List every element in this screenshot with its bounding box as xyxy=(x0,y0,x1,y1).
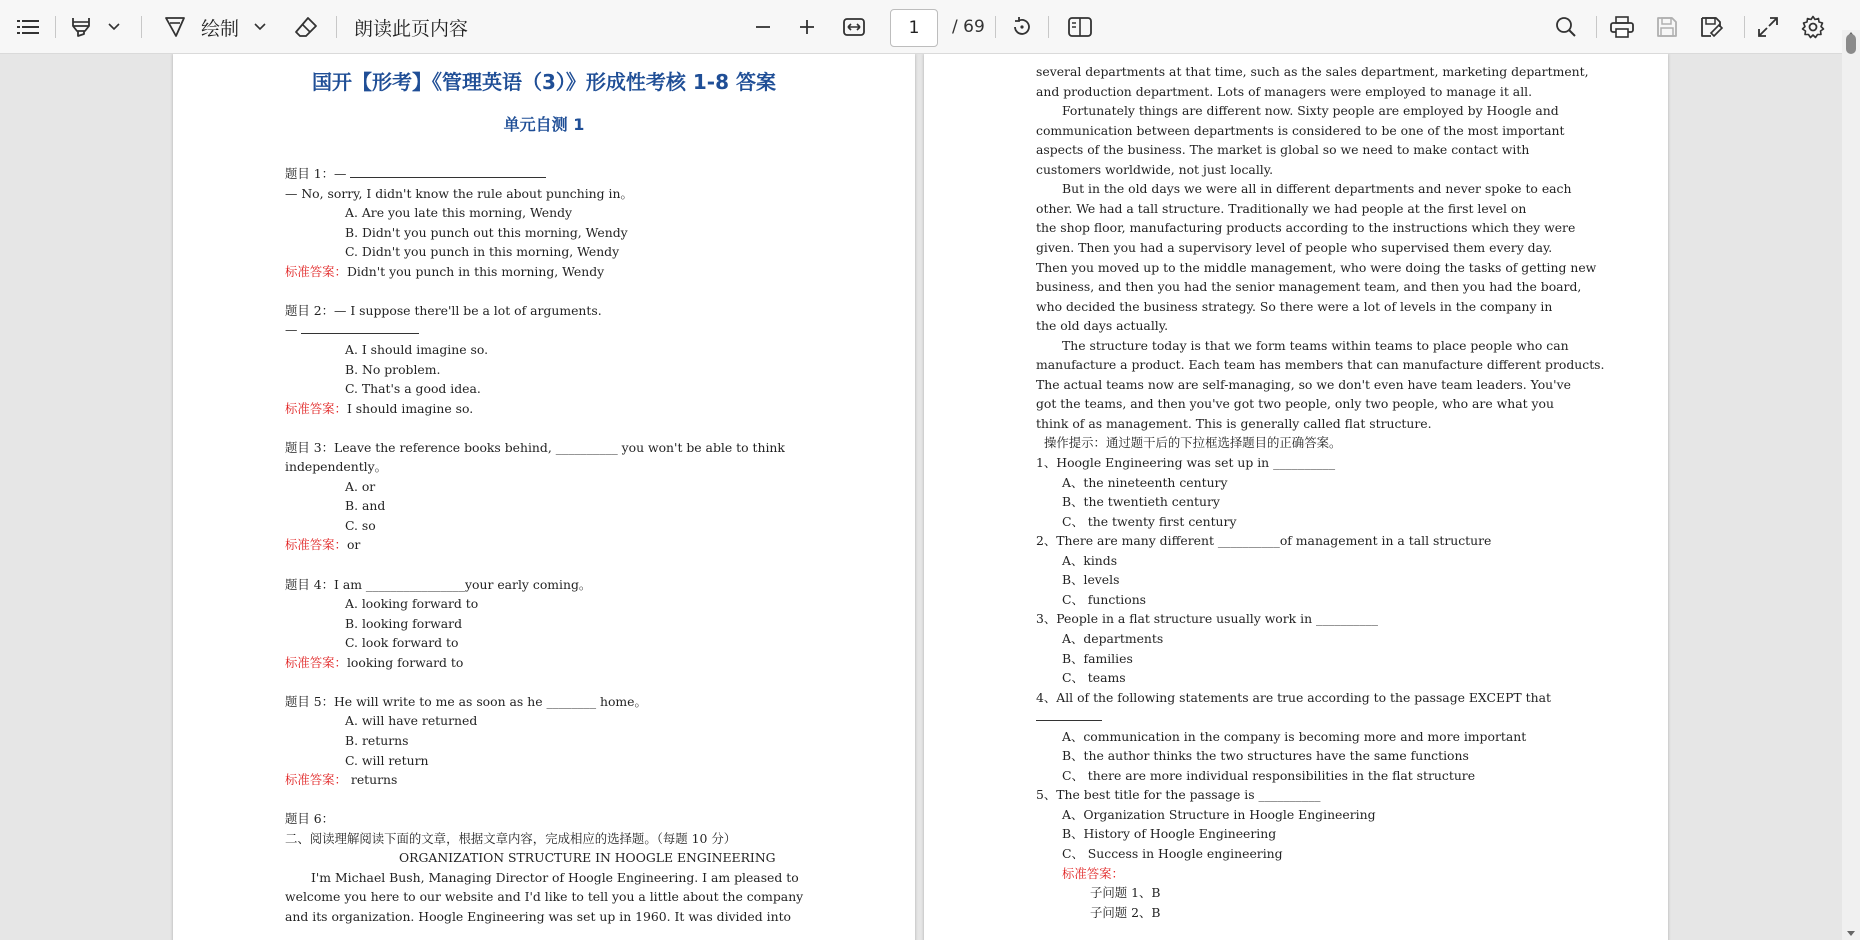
line-text: given. Then you had a supervisory level of people who supervised them every day. xyxy=(1036,239,1553,255)
text-line xyxy=(1036,533,1491,549)
line-text: 1、Hoogle Engineering was set up in __________ xyxy=(1036,455,1336,470)
text-line xyxy=(1036,64,1589,80)
line-text: 操作提示：通过题干后的下拉框选择题目的正确答案。 xyxy=(1044,435,1342,451)
line-text: returns xyxy=(346,772,398,788)
text-line xyxy=(1062,729,1526,745)
text-line xyxy=(345,753,428,769)
line-text: B、History of Hoogle Engineering xyxy=(1062,826,1277,842)
text-line xyxy=(345,205,572,221)
fullscreen-icon[interactable] xyxy=(1752,9,1784,45)
text-line xyxy=(1062,866,1124,882)
pdf-page-2 xyxy=(924,54,1668,940)
text-line xyxy=(1036,123,1564,139)
text-line xyxy=(1062,807,1376,823)
line-text: B. returns xyxy=(345,732,409,748)
text-line xyxy=(1036,455,1335,471)
line-text: 4、All of the following statements are true according to the passage EXCEPT that xyxy=(1036,689,1551,705)
line-text: B、the author thinks the two structures have the same functions xyxy=(1062,748,1469,764)
text-line xyxy=(285,440,785,456)
line-text: B. and xyxy=(345,498,386,514)
text-line xyxy=(1036,220,1575,236)
line-text: customers worldwide, not just locally. xyxy=(1036,161,1274,177)
line-text: A、Organization Structure in Hoogle Engineering xyxy=(1062,806,1376,822)
text-line xyxy=(1062,631,1163,647)
toolbar-divider xyxy=(336,16,337,38)
line-text: B. looking forward xyxy=(345,615,463,631)
line-text: 题目 1：— xyxy=(285,166,351,181)
line-text: A. I should imagine so. xyxy=(345,341,489,357)
search-icon[interactable] xyxy=(1550,9,1582,45)
vertical-scrollbar[interactable] xyxy=(1842,30,1860,940)
line-text: A、departments xyxy=(1062,630,1164,646)
text-line xyxy=(345,225,628,241)
line-text: the shop floor, manufacturing products according to the instructions which they were xyxy=(1036,220,1576,236)
line-text: C. will return xyxy=(345,752,429,768)
line-text: 2、There are many different __________of management in a tall structure xyxy=(1036,533,1492,549)
text-line xyxy=(285,909,791,925)
save-icon[interactable] xyxy=(1651,9,1683,45)
document-viewer[interactable] xyxy=(0,54,1842,940)
chevron-down-icon[interactable] xyxy=(250,9,270,45)
line-text: got the teams, and then you've got two people, only two people, who are what you xyxy=(1036,396,1554,412)
line-text: 题目 6： xyxy=(285,811,334,827)
answer-blank xyxy=(1036,709,1102,721)
text-line xyxy=(345,381,481,397)
line-text: 题目 4：I am ________________your early coming。 xyxy=(285,576,592,592)
text-line xyxy=(1062,826,1276,842)
text-line xyxy=(285,186,633,202)
text-line xyxy=(1090,905,1161,921)
read-aloud-button[interactable]: 朗读此页内容 xyxy=(354,17,469,40)
text-line xyxy=(1062,338,1569,354)
line-text: 3、People in a flat structure usually work in __________ xyxy=(1036,611,1378,627)
line-text: manufacture a product. Each team has members that can manufacture different products. xyxy=(1036,357,1605,373)
text-line xyxy=(1062,103,1559,119)
text-line xyxy=(1036,162,1273,178)
line-text: 子问题 2、B xyxy=(1090,904,1161,920)
text-line xyxy=(1036,611,1378,627)
line-text: ORGANIZATION STRUCTURE IN HOOGLE ENGINEERING xyxy=(399,850,776,866)
line-text: A、the nineteenth century xyxy=(1062,474,1228,490)
text-line xyxy=(1036,240,1552,256)
text-line xyxy=(1036,142,1529,158)
text-line xyxy=(1036,690,1551,706)
pdf-page-1 xyxy=(173,54,915,940)
line-text: who decided the business strategy. So there were a lot of levels in the company in xyxy=(1036,298,1553,314)
eraser-icon[interactable] xyxy=(290,9,322,45)
text-line xyxy=(1062,592,1146,608)
answer-blank xyxy=(350,166,546,178)
page-title: 国开【形考】《管理英语（3）》形成性考核 1-8 答案 xyxy=(312,70,776,94)
text-line xyxy=(1062,553,1117,569)
toolbar-divider xyxy=(55,16,56,38)
zoom-out-icon[interactable] xyxy=(749,9,777,45)
toolbar-divider xyxy=(995,16,996,38)
text-line xyxy=(285,537,360,553)
fit-width-icon[interactable] xyxy=(838,9,870,45)
text-line xyxy=(1036,201,1526,217)
text-line xyxy=(285,303,602,319)
text-line xyxy=(1036,357,1604,373)
contents-icon[interactable] xyxy=(12,9,44,45)
line-text: think of as management. This is generally called flat structure. xyxy=(1036,415,1432,431)
text-line xyxy=(1062,475,1227,491)
text-line xyxy=(345,498,385,514)
page-subtitle: 单元自测 1 xyxy=(503,115,585,134)
line-text: B、levels xyxy=(1062,572,1120,588)
line-text: C、 Success in Hoogle engineering xyxy=(1062,846,1283,861)
text-line xyxy=(1062,514,1236,530)
text-line xyxy=(1062,748,1469,764)
text-line xyxy=(285,811,334,827)
text-line xyxy=(1036,84,1532,100)
line-text: looking forward to xyxy=(346,654,464,670)
highlight-icon[interactable] xyxy=(66,9,96,45)
line-text: 子问题 1、B xyxy=(1090,885,1161,901)
line-text: C、 the twenty first century xyxy=(1062,513,1237,529)
line-text: C、 teams xyxy=(1062,670,1126,686)
answer-label: 标准答案： xyxy=(285,537,347,553)
line-text: B. Didn't you punch out this morning, Wendy xyxy=(345,224,628,240)
draw-label[interactable]: 绘制 xyxy=(200,17,239,40)
text-line xyxy=(285,577,591,593)
line-text: 题目 3：Leave the reference books behind, __________ you won't be able to think xyxy=(285,439,785,455)
text-line xyxy=(345,713,477,729)
text-line xyxy=(1062,494,1220,510)
line-text: — No, sorry, I didn't know the rule about punching in。 xyxy=(285,185,633,201)
line-text: aspects of the business. The market is global so we need to make contact with xyxy=(1036,142,1530,158)
line-text: I'm Michael Bush, Managing Director of Hoogle Engineering. I am pleased to xyxy=(311,869,799,885)
text-line xyxy=(1062,181,1571,197)
line-text: — xyxy=(285,322,302,338)
text-line xyxy=(1036,416,1432,432)
line-text: 题目 2：— I suppose there'll be a lot of arguments. xyxy=(285,302,602,318)
line-text: A. Are you late this morning, Wendy xyxy=(345,205,572,221)
line-text: A、communication in the company is becoming more and more important xyxy=(1062,728,1527,744)
text-line xyxy=(285,694,647,710)
line-text: 题目 5：He will write to me as soon as he ________ home。 xyxy=(285,693,647,709)
line-text: I should imagine so. xyxy=(346,400,474,416)
text-line xyxy=(285,166,546,182)
text-line xyxy=(285,655,463,671)
line-text: A. looking forward to xyxy=(345,596,479,612)
text-line xyxy=(285,772,397,788)
answer-blank xyxy=(301,322,419,334)
line-text: But in the old days we were all in different departments and never spoke to each xyxy=(1062,181,1572,197)
text-line xyxy=(285,322,419,338)
line-text: Fortunately things are different now. Sixty people are employed by Hoogle and xyxy=(1062,103,1559,119)
line-text: Then you moved up to the middle management, who were doing the tasks of getting new xyxy=(1036,259,1597,275)
text-line xyxy=(345,362,440,378)
toolbar-divider xyxy=(1048,16,1049,38)
answer-label: 标准答案： xyxy=(1062,865,1124,881)
line-text: communication between departments is considered to be one of the most important xyxy=(1036,122,1565,138)
text-line xyxy=(1036,279,1581,295)
text-line xyxy=(1062,768,1475,784)
text-line xyxy=(1036,377,1571,393)
text-line xyxy=(285,831,736,847)
text-line xyxy=(1090,885,1161,901)
page-number-input[interactable]: 1 xyxy=(890,9,938,47)
text-line xyxy=(345,244,619,260)
line-text: A. will have returned xyxy=(345,713,478,729)
text-line xyxy=(1036,299,1552,315)
scroll-down-icon[interactable] xyxy=(1847,931,1855,936)
answer-label: 标准答案： xyxy=(285,400,347,416)
page-total: / 69 xyxy=(952,17,985,37)
rotate-icon[interactable] xyxy=(1007,9,1037,45)
toolbar-divider xyxy=(1596,16,1597,38)
line-text: B. No problem. xyxy=(345,361,441,377)
save-as-icon[interactable] xyxy=(1696,9,1728,45)
text-line xyxy=(1036,260,1596,276)
line-text: 二、阅读理解阅读下面的文章，根据文章内容，完成相应的选择题。（每题 10 分） xyxy=(285,830,737,846)
text-line xyxy=(345,342,488,358)
scrollbar-thumb[interactable] xyxy=(1846,34,1856,54)
line-text: C. look forward to xyxy=(345,635,459,651)
line-text: C. Didn't you punch in this morning, Wendy xyxy=(345,244,620,260)
settings-icon[interactable] xyxy=(1797,9,1829,45)
draw-icon[interactable] xyxy=(160,9,190,45)
text-line xyxy=(1062,846,1283,862)
line-text: The actual teams now are self-managing, so we don't even have team leaders. You've xyxy=(1036,376,1571,392)
page-view-icon[interactable] xyxy=(1064,9,1096,45)
text-line xyxy=(1036,709,1102,725)
text-line xyxy=(285,459,387,475)
text-line xyxy=(345,479,375,495)
line-text: the old days actually. xyxy=(1036,318,1169,334)
text-line xyxy=(345,518,376,534)
text-line xyxy=(1036,787,1320,803)
line-text: C. so xyxy=(345,517,376,533)
line-text: or xyxy=(346,537,361,553)
line-text: welcome you here to our website and I'd like to tell you a little about the company xyxy=(285,889,804,905)
text-line xyxy=(1044,435,1341,451)
text-line xyxy=(345,635,458,651)
line-text: C. That's a good idea. xyxy=(345,381,481,397)
answer-label: 标准答案： xyxy=(285,772,347,788)
line-text: and its organization. Hoogle Engineering was set up in 1960. It was divided into xyxy=(285,908,792,924)
line-text: B、families xyxy=(1062,650,1133,666)
line-text: A、kinds xyxy=(1062,552,1118,568)
line-text: independently。 xyxy=(285,459,388,475)
text-line xyxy=(1062,670,1126,686)
line-text: 5、The best title for the passage is __________ xyxy=(1036,787,1321,803)
text-line xyxy=(311,870,799,886)
chevron-down-icon[interactable] xyxy=(104,9,124,45)
answer-label: 标准答案： xyxy=(285,654,347,670)
line-text: C、 functions xyxy=(1062,591,1147,607)
line-text: other. We had a tall structure. Traditionally we had people at the first level on xyxy=(1036,200,1527,216)
text-line xyxy=(285,889,803,905)
text-line xyxy=(399,850,776,866)
line-text: A. or xyxy=(345,478,376,494)
line-text: B、the twentieth century xyxy=(1062,494,1220,510)
answer-label: 标准答案： xyxy=(285,263,347,279)
line-text: several departments at that time, such as the sales department, marketing department, xyxy=(1036,64,1589,79)
text-line xyxy=(345,616,462,632)
line-text: business, and then you had the senior management team, and then you had the board, xyxy=(1036,279,1582,295)
text-line xyxy=(345,733,408,749)
line-text: and production department. Lots of managers were employed to manage it all. xyxy=(1036,83,1533,99)
pdf-toolbar xyxy=(0,0,1860,54)
text-line xyxy=(1062,572,1119,588)
text-line xyxy=(285,264,604,280)
zoom-in-icon[interactable] xyxy=(793,9,821,45)
line-text: C、 there are more individual responsibilities in the flat structure xyxy=(1062,767,1476,783)
text-line xyxy=(285,401,473,417)
print-icon[interactable] xyxy=(1606,9,1638,45)
line-text: Didn't you punch in this morning, Wendy xyxy=(346,263,605,279)
line-text: The structure today is that we form teams within teams to place people who can xyxy=(1062,337,1569,353)
text-line xyxy=(1036,318,1168,334)
toolbar-divider xyxy=(141,16,142,38)
text-line xyxy=(1062,651,1133,667)
text-line xyxy=(1036,396,1554,412)
text-line xyxy=(345,596,478,612)
toolbar-divider xyxy=(1744,16,1745,38)
